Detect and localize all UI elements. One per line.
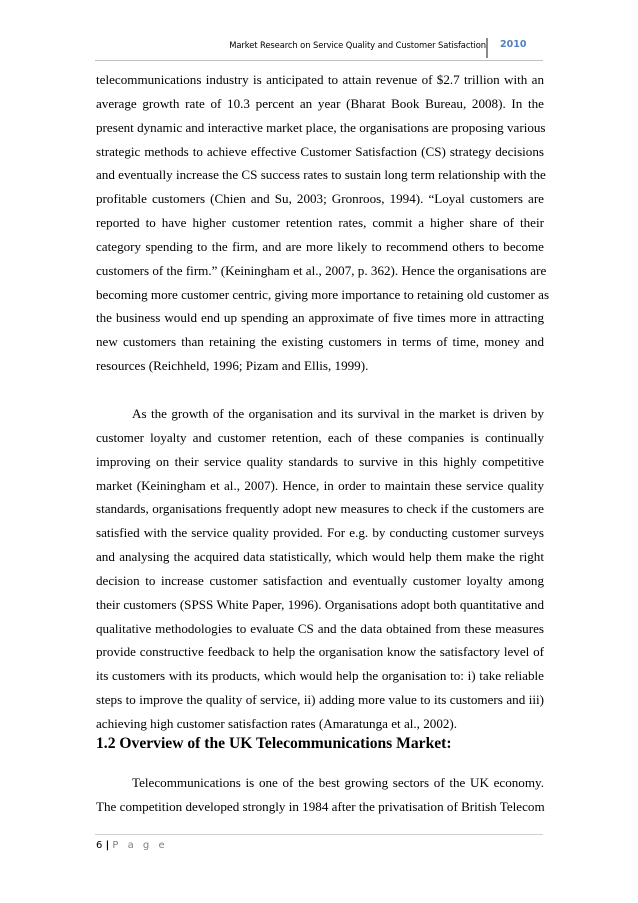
text-line: As the growth of the organisation and its survival in the market is driven by [132,405,544,421]
text-line: new customers than retaining the existing customers in terms of time, money and [96,334,544,350]
section-heading: 1.2 Overview of the UK Telecommunications Market: [96,735,452,752]
header-divider [486,38,488,58]
text-line: qualitative methodologies to evaluate CS and the data obtained from these measures [96,620,544,636]
body-text [96,68,550,736]
text-line: and analysing the acquired data statistically, which would help them make the right [96,549,544,565]
paragraph-3 [96,771,544,819]
text-line: achieving high customer satisfaction rates (Amaratunga et al., 2002). [96,715,458,731]
header-year: 2010 [500,39,527,50]
paragraph-1 [96,68,550,378]
text-line: customer loyalty and customer retention, each of these companies is continually [96,429,544,445]
text-line: the business would end up spending an approximate of five times more in attracting [96,310,544,326]
text-line: standards, organisations frequently adopt new measures to check if the customers are [96,501,544,517]
text-line: customers of the firm.” (Keiningham et al., 2007, p. 362). Hence the organisations are [96,262,547,278]
page-label: P a g e [112,840,168,851]
footer-rule [95,834,543,835]
text-line: resources (Reichheld, 1996; Pizam and Ellis, 1999). [96,358,369,374]
text-line: strategic methods to achieve effective Customer Satisfaction (CS) strategy decisions [96,143,544,159]
footer-separator: | [105,840,110,851]
text-line: average growth rate of 10.3 percent an year (Bharat Book Bureau, 2008). In the [96,95,544,111]
header-rule [95,60,543,61]
page-footer [96,840,168,851]
paragraph-gap [96,378,544,402]
text-line: improving on their service quality standards to survive in this highly competitive [96,453,544,469]
header-title: Market Research on Service Quality and Customer Satisfaction [229,40,486,50]
text-line: present dynamic and interactive market place, the organisations are proposing various [96,119,546,135]
page-header [95,38,543,62]
text-line: reported to have higher customer retention rates, commit a higher share of their [96,215,544,231]
text-line: provide constructive feedback to help the organisation know the satisfactory level of [96,644,544,660]
text-line: profitable customers (Chien and Su, 2003; Gronroos, 1994). “Loyal customers are [96,191,544,207]
text-line: satisfied with the service quality provided. For e.g. by conducting customer surveys [96,525,544,541]
paragraph-2 [96,402,544,736]
page-number: 6 [96,840,103,851]
text-line: becoming more customer centric, giving more importance to retaining old customer as [96,286,550,302]
text-line: decision to increase customer satisfaction and eventually customer loyalty among [96,572,544,588]
text-line: category spending to the firm, and are more likely to recommend others to become [96,238,544,254]
text-line: and eventually increase the CS success rates to sustain long term relationship with the [96,167,546,183]
text-line: The competition developed strongly in 1984 after the privatisation of British Telecom [96,798,545,814]
text-line: Telecommunications is one of the best growing sectors of the UK economy. [132,775,544,790]
text-line: its customers with its products, which would help the organisation to: i) take reliable [96,668,544,684]
text-line: telecommunications industry is anticipated to attain revenue of $2.7 trillion with an [96,72,544,87]
text-line: steps to improve the quality of service, ii) adding more value to its customers and iii) [96,692,544,708]
text-line: their customers (SPSS White Paper, 1996). Organisations adopt both quantitative and [96,596,544,612]
text-line: market (Keiningham et al., 2007). Hence, in order to maintain these service quality [96,477,544,493]
